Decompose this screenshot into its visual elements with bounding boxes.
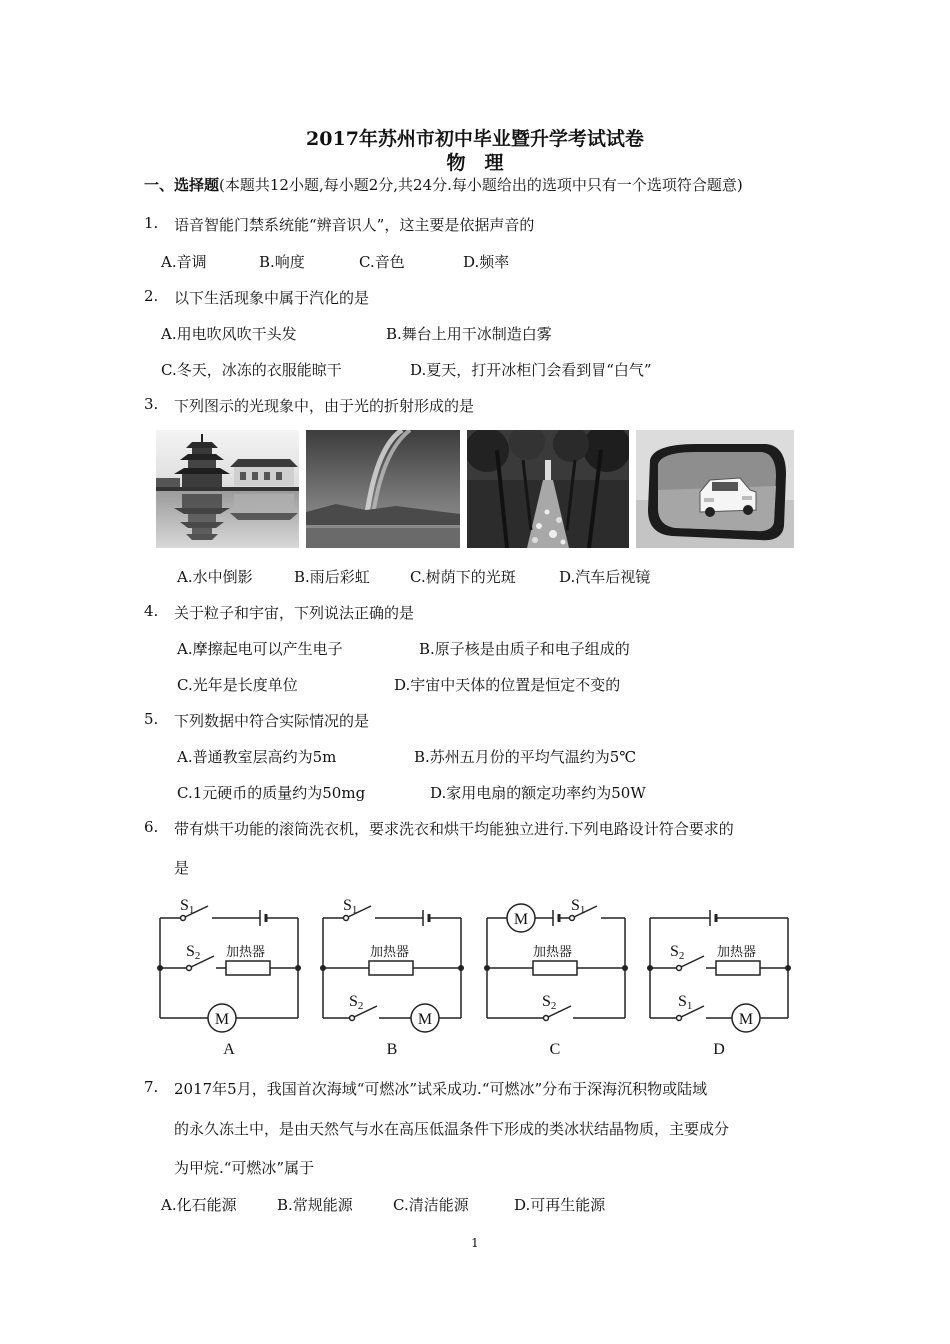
- q5-option-d: D.家用电扇的额定功率约为50W: [430, 784, 646, 802]
- photo-tree-shade: [467, 430, 629, 548]
- circuit-a-s1-label: S1: [180, 897, 195, 916]
- q3-option-c: C.树荫下的光斑: [410, 568, 516, 586]
- q2-option-d: D.夏天，打开冰柜门会看到冒“白气”: [410, 361, 652, 379]
- circuit-b-s1-label: S1: [343, 897, 358, 916]
- photo-water-reflection: [156, 430, 299, 548]
- circuit-c-motor-label: M: [513, 911, 529, 928]
- circuit-c-caption: C: [549, 1041, 561, 1058]
- circuit-b-heater-label: 加热器: [370, 945, 410, 960]
- q7-option-c: C.清洁能源: [393, 1196, 469, 1214]
- q7-option-d: D.可再生能源: [514, 1196, 606, 1214]
- exam-title: 2017年苏州市初中毕业暨升学考试试卷: [306, 128, 644, 150]
- circuit-d-caption: D: [713, 1041, 725, 1058]
- q1-option-b: B.响度: [259, 253, 305, 271]
- q7-option-a: A.化石能源: [161, 1196, 237, 1214]
- q1-stem: 语音智能门禁系统能“辨音识人”，这主要是依据声音的: [174, 216, 535, 234]
- circuit-d-s1-label: S1: [678, 993, 693, 1012]
- q4-option-d: D.宇宙中天体的位置是恒定不变的: [394, 676, 621, 694]
- section-description: (本题共12小题,每小题2分,共24分.每小题给出的选项中只有一个选项符合题意): [219, 176, 743, 194]
- q2-stem: 以下生活现象中属于汽化的是: [174, 289, 370, 307]
- page-number: 1: [471, 1236, 479, 1250]
- q4-number: 4.: [144, 602, 159, 620]
- q7-stem-line2: 的永久冻土中，是由天然气与水在高压低温条件下形成的类冰状结晶物质，主要成分: [174, 1120, 730, 1138]
- circuit-b-s2-label: S2: [349, 993, 364, 1012]
- q5-option-b: B.苏州五月份的平均气温约为5℃: [414, 748, 637, 766]
- section-header: [144, 174, 743, 195]
- q1-option-d: D.频率: [463, 253, 510, 271]
- q6-stem-line2: 是: [174, 859, 190, 877]
- q6-circuit-diagrams: [150, 890, 810, 1060]
- circuit-d-heater-label: 加热器: [717, 945, 757, 960]
- q2-option-b: B.舞台上用干冰制造白雾: [386, 325, 552, 343]
- circuit-a-heater-label: 加热器: [226, 945, 266, 960]
- q7-number: 7.: [144, 1078, 159, 1096]
- q4-option-b: B.原子核是由质子和电子组成的: [419, 640, 630, 658]
- pagoda-reflection-image: [156, 430, 299, 548]
- circuit-c-s2-label: S2: [542, 993, 557, 1012]
- circuit-a-caption: A: [223, 1041, 235, 1058]
- q2-option-a: A.用电吹风吹干头发: [161, 325, 297, 343]
- circuit-b: [320, 906, 464, 1032]
- section-heading: 一、选择题: [144, 176, 220, 194]
- circuit-d-s2-label: S2: [670, 943, 685, 962]
- q4-option-a: A.摩擦起电可以产生电子: [177, 640, 343, 658]
- q5-number: 5.: [144, 710, 159, 728]
- q3-number: 3.: [144, 395, 159, 413]
- q5-option-c: C.1元硬币的质量约为50mg: [177, 784, 366, 802]
- q2-number: 2.: [144, 287, 159, 305]
- q1-option-a: A.音调: [161, 253, 207, 271]
- tree-shade-image: [467, 430, 629, 548]
- circuit-c-s1-label: S1: [571, 897, 586, 916]
- photo-rainbow: [306, 430, 460, 548]
- circuit-d: [647, 910, 791, 1032]
- q5-option-a: A.普通教室层高约为5m: [177, 748, 337, 766]
- rainbow-image: [306, 430, 460, 548]
- car-mirror-image: [636, 430, 794, 548]
- q6-number: 6.: [144, 818, 159, 836]
- circuit-d-motor-label: M: [738, 1011, 754, 1028]
- q2-option-c: C.冬天，冰冻的衣服能晾干: [161, 361, 342, 379]
- q3-stem: 下列图示的光现象中，由于光的折射形成的是: [174, 397, 475, 415]
- q6-stem-line1: 带有烘干功能的滚筒洗衣机，要求洗衣和烘干均能独立进行.下列电路设计符合要求的: [174, 820, 734, 838]
- q7-option-b: B.常规能源: [277, 1196, 353, 1214]
- q4-option-c: C.光年是长度单位: [177, 676, 298, 694]
- q7-stem-line1: 2017年5月，我国首次海域“可燃冰”试采成功.“可燃冰”分布于深海沉积物或陆域: [174, 1080, 708, 1098]
- q1-number: 1.: [144, 214, 159, 232]
- circuit-b-motor-label: M: [417, 1011, 433, 1028]
- q1-option-c: C.音色: [359, 253, 405, 271]
- q3-option-b: B.雨后彩虹: [294, 568, 370, 586]
- q4-stem: 关于粒子和宇宙，下列说法正确的是: [174, 604, 415, 622]
- q7-stem-line3: 为甲烷.“可燃冰”属于: [174, 1159, 315, 1177]
- circuit-a-s2-label: S2: [186, 943, 201, 962]
- photo-car-mirror: [636, 430, 794, 548]
- circuit-c-heater-label: 加热器: [533, 945, 573, 960]
- circuit-b-caption: B: [386, 1041, 398, 1058]
- q5-stem: 下列数据中符合实际情况的是: [174, 712, 370, 730]
- q3-option-a: A.水中倒影: [177, 568, 253, 586]
- subject-title: 物 理: [446, 152, 504, 174]
- q3-option-d: D.汽车后视镜: [559, 568, 651, 586]
- circuit-a-motor-label: M: [214, 1011, 230, 1028]
